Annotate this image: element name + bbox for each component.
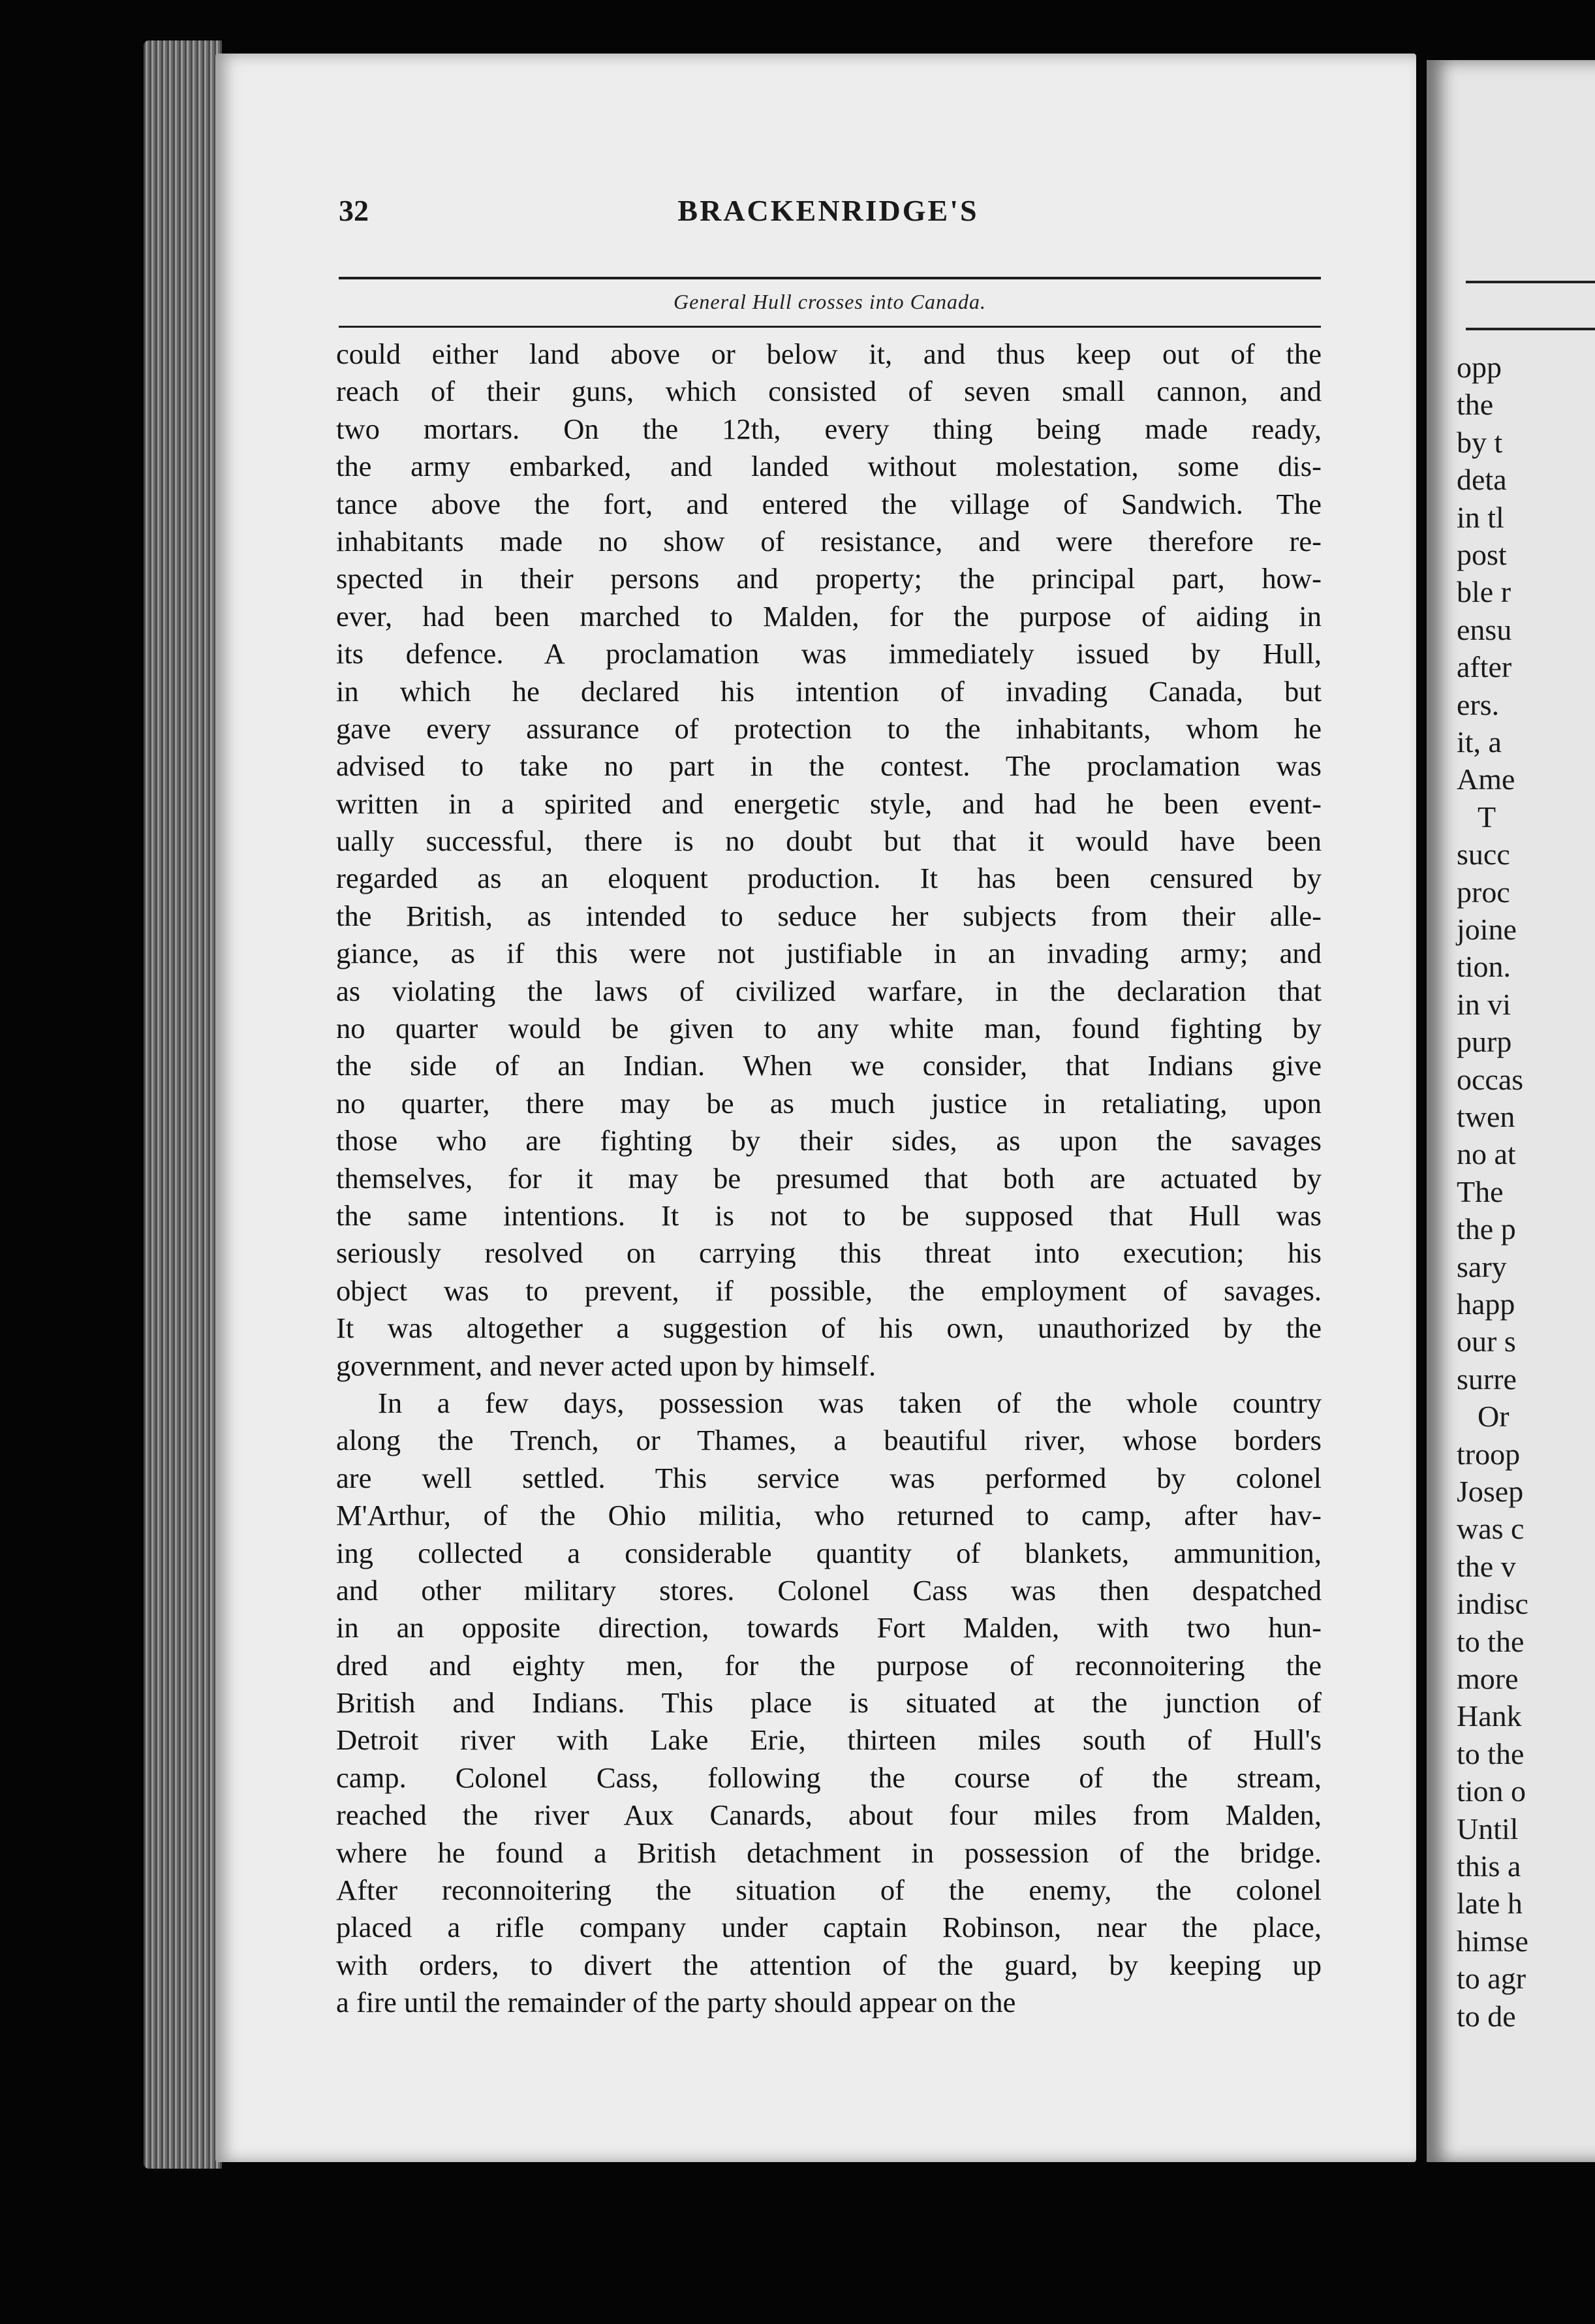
text-line: and other military stores. Colonel Cass was then despatched (336, 1573, 1322, 1607)
text-line: In a few days, possession was taken of the whole country (378, 1386, 1322, 1419)
facing-page-fragment: no at (1457, 1137, 1516, 1171)
facing-page-fragment: it, a (1457, 725, 1502, 759)
facing-page-fragment: purp (1457, 1025, 1512, 1059)
text-line: reached the river Aux Canards, about four miles from Malden, (336, 1798, 1322, 1832)
text-line: themselves, for it may be presumed that both are actuated by (336, 1161, 1322, 1195)
text-line: are well settled. This service was performed by colonel (336, 1461, 1322, 1494)
text-line: British and Indians. This place is situated at the junction of (336, 1686, 1322, 1719)
facing-page-fragment: ble r (1457, 575, 1511, 609)
facing-page-fragment: ensu (1457, 612, 1512, 646)
text-line: no quarter, there may be as much justice in retaliating, upon (336, 1086, 1322, 1120)
facing-page-fragment: late h (1457, 1887, 1523, 1921)
facing-page-fragment: Hank (1457, 1699, 1522, 1733)
facing-page-fragment: troop (1457, 1437, 1521, 1471)
facing-page-fragment: proc (1457, 875, 1510, 909)
text-line: seriously resolved on carrying this threat into execution; his (336, 1236, 1322, 1270)
facing-page-fragment: opp (1457, 351, 1502, 384)
facing-page-fragment: this a (1457, 1849, 1521, 1883)
facing-page-fragment: The (1457, 1174, 1504, 1208)
facing-page-fragment: Or (1478, 1400, 1510, 1434)
page-edge-stack (144, 40, 222, 2169)
facing-page-fragment: to agr (1457, 1962, 1526, 1996)
text-line: with orders, to divert the attention of the guard, by keeping up (336, 1948, 1322, 1981)
facing-rule (1466, 328, 1595, 330)
text-line: dred and eighty men, for the purpose of reconnoitering the (336, 1648, 1322, 1682)
facing-page-fragment: to the (1457, 1624, 1525, 1658)
facing-page-fragment: to the (1457, 1736, 1525, 1770)
facing-page-fragment: joine (1457, 913, 1517, 946)
running-title: BRACKENRIDGE'S (677, 194, 979, 227)
facing-page-fragment: Ame (1457, 762, 1515, 796)
text-line: in an opposite direction, towards Fort Malden, with two hun- (336, 1611, 1322, 1644)
text-line: Detroit river with Lake Erie, thirteen miles south of Hull's (336, 1723, 1322, 1757)
facing-page-fragment: happ (1457, 1287, 1515, 1321)
facing-page-fragment: to de (1457, 1999, 1516, 2033)
text-line: ually successful, there is no doubt but that it would have been (336, 824, 1322, 858)
facing-page-fragment: T (1478, 800, 1496, 834)
facing-page-fragment: Until (1457, 1812, 1519, 1845)
text-line: giance, as if this were not justifiable in an invading army; and (336, 937, 1322, 970)
facing-page-fragment: twen (1457, 1100, 1515, 1133)
facing-page-fragment: in vi (1457, 987, 1511, 1021)
facing-page-fragment: occas (1457, 1062, 1524, 1096)
text-line: the army embarked, and landed without molestation, some dis- (336, 450, 1322, 483)
facing-page-fragment: the p (1457, 1212, 1516, 1246)
body-text (336, 336, 1322, 2022)
facing-page-fragment: himse (1457, 1924, 1528, 1958)
text-line: could either land above or below it, and thus keep out of the (336, 338, 1322, 370)
page-header (339, 193, 1318, 232)
facing-page-fragment: the v (1457, 1549, 1516, 1583)
text-line: in which he declared his intention of invading Canada, but (336, 674, 1322, 708)
text-line: two mortars. On the 12th, every thing being made ready, (336, 412, 1322, 445)
facing-page-fragment: surre (1457, 1362, 1517, 1396)
text-line: After reconnoitering the situation of the enemy, the colonel (336, 1874, 1322, 1907)
facing-page (1427, 60, 1595, 2162)
facing-page-fragment: Josep (1457, 1475, 1524, 1508)
facing-page-fragment: ers. (1457, 687, 1500, 721)
facing-rule (1466, 281, 1595, 283)
facing-page-fragment: indisc (1457, 1587, 1528, 1621)
facing-page-fragment: our s (1457, 1325, 1516, 1358)
text-line: as violating the laws of civilized warfare, in the declaration that (336, 974, 1322, 1007)
facing-page-fragment: tion o (1457, 1774, 1526, 1808)
text-line: where he found a British detachment in possession of the bridge. (336, 1836, 1322, 1869)
text-line: those who are fighting by their sides, as upon the savages (336, 1124, 1322, 1157)
header-rule (339, 277, 1321, 279)
text-line: ing collected a considerable quantity of blankets, ammunition, (336, 1536, 1322, 1569)
text-line: M'Arthur, of the Ohio militia, who returned to camp, after hav- (336, 1499, 1322, 1532)
text-line: along the Trench, or Thames, a beautiful river, whose borders (336, 1424, 1322, 1457)
text-line: ever, had been marched to Malden, for the purpose of aiding in (336, 599, 1322, 633)
text-line: the British, as intended to seduce her subjects from their alle- (336, 899, 1322, 932)
facing-page-fragment: the (1457, 388, 1494, 422)
text-line: reach of their guns, which consisted of seven small cannon, and (336, 375, 1322, 408)
text-line: advised to take no part in the contest. The proclamation was (336, 749, 1322, 783)
facing-page-fragment: tion. (1457, 950, 1511, 984)
text-line: tance above the fort, and entered the village of Sandwich. The (336, 487, 1322, 520)
text-line: the same intentions. It is not to be supposed that Hull was (336, 1199, 1322, 1232)
subhead-rule (339, 326, 1321, 328)
text-line: its defence. A proclamation was immediately issued by Hull, (336, 637, 1322, 670)
text-line: no quarter would be given to any white man, found fighting by (336, 1012, 1322, 1045)
text-line: object was to prevent, if possible, the employment of savages. (336, 1274, 1322, 1307)
facing-page-fragment: deta (1457, 463, 1507, 497)
facing-page-fragment: succ (1457, 838, 1510, 872)
text-line: gave every assurance of protection to the inhabitants, whom he (336, 712, 1322, 745)
facing-page-fragment: after (1457, 650, 1512, 684)
text-line: government, and never acted upon by himself. (336, 1349, 876, 1382)
facing-page-fragment: in tl (1457, 500, 1504, 534)
text-line: camp. Colonel Cass, following the course of the stream, (336, 1761, 1322, 1794)
facing-page-fragment: by t (1457, 425, 1503, 459)
text-line: It was altogether a suggestion of his own, unauthorized by the (336, 1311, 1322, 1345)
text-line: placed a rifle company under captain Robinson, near the place, (336, 1911, 1322, 1944)
text-line: written in a spirited and energetic style, and had he been event- (336, 787, 1322, 820)
text-line: inhabitants made no show of resistance, and were therefore re- (336, 524, 1322, 557)
facing-page-fragment: was c (1457, 1512, 1525, 1546)
text-line: spected in their persons and property; the principal part, how- (336, 562, 1322, 595)
page-number: 32 (339, 194, 369, 227)
facing-page-fragment: sary (1457, 1249, 1507, 1283)
section-heading: General Hull crosses into Canada. (674, 290, 986, 313)
facing-page-fragment: more (1457, 1662, 1519, 1695)
text-line: the side of an Indian. When we consider, that Indians give (336, 1049, 1322, 1082)
text-line: a fire until the remainder of the party should appear on the (336, 1986, 1016, 2019)
facing-page-fragment: post (1457, 538, 1507, 571)
text-line: regarded as an eloquent production. It has been censured by (336, 862, 1322, 895)
